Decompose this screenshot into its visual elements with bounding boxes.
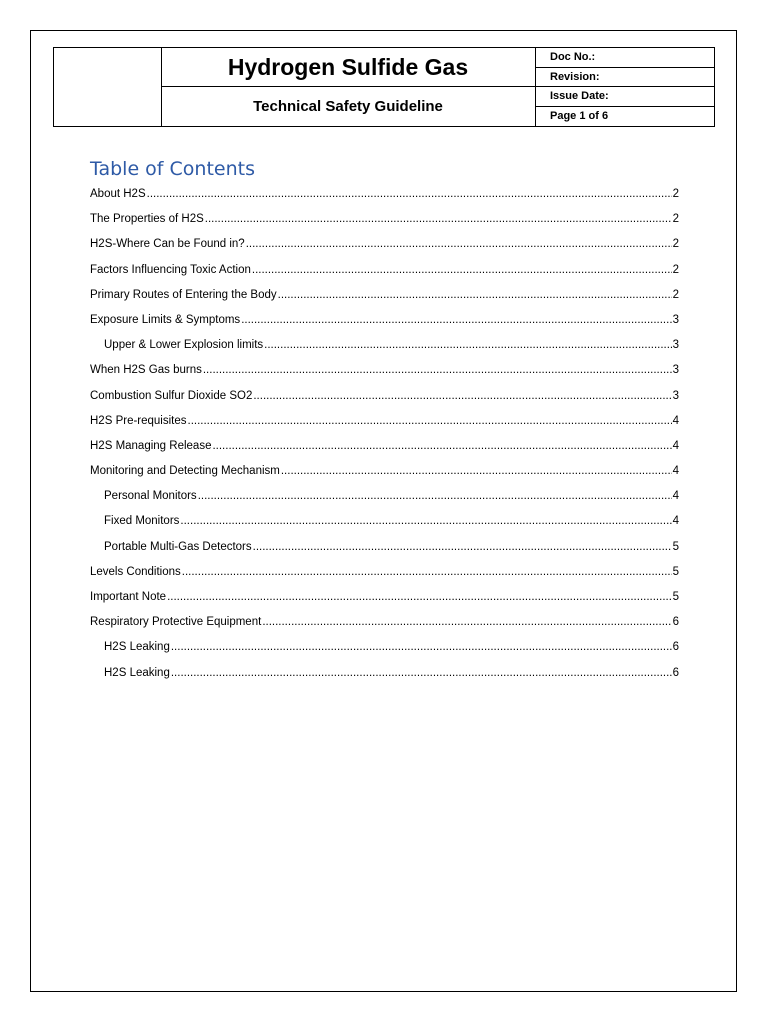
- logo-cell: [54, 48, 162, 126]
- revision-label: Revision:: [536, 68, 714, 88]
- toc-entry-page: 4: [672, 465, 679, 478]
- toc-entry[interactable]: [90, 184, 679, 209]
- toc-entry-page: 5: [672, 540, 679, 553]
- toc-dot-leader: [205, 209, 672, 229]
- toc-dot-leader: [171, 637, 672, 657]
- toc-entry-label: H2S Leaking: [104, 641, 170, 654]
- toc-entry-label: H2S Managing Release: [90, 439, 212, 452]
- toc-dot-leader: [198, 486, 672, 506]
- toc-subentry[interactable]: [90, 637, 679, 662]
- toc-dot-leader: [252, 260, 672, 280]
- toc-entry-page: 3: [672, 389, 679, 402]
- toc-entry-label: Combustion Sulfur Dioxide SO2: [90, 389, 253, 402]
- toc-entry-label: Exposure Limits & Symptoms: [90, 313, 241, 326]
- toc-entry[interactable]: [90, 310, 679, 335]
- toc-entry-label: Factors Influencing Toxic Action: [90, 263, 251, 276]
- toc-dot-leader: [171, 663, 672, 683]
- toc-entry[interactable]: [90, 612, 679, 637]
- toc-entry[interactable]: [90, 285, 679, 310]
- issue-date-label: Issue Date:: [536, 87, 714, 107]
- page-number-label: Page 1 of 6: [550, 109, 609, 122]
- toc-dot-leader: [278, 285, 672, 305]
- document-subtitle: Technical Safety Guideline: [161, 87, 536, 126]
- toc-entry-page: 4: [672, 490, 679, 503]
- toc-entry-page: 6: [672, 616, 679, 629]
- toc-entry[interactable]: [90, 234, 679, 259]
- toc-entry-page: 4: [672, 439, 679, 452]
- toc-subentry[interactable]: [90, 511, 679, 536]
- toc-entry-page: 2: [672, 213, 679, 226]
- toc-entry-page: 2: [672, 288, 679, 301]
- toc-entry-label: H2S Pre-requisites: [90, 414, 187, 427]
- toc-entry-label: Upper & Lower Explosion limits: [104, 339, 264, 352]
- toc-entry-label: Respiratory Protective Equipment: [90, 616, 262, 629]
- toc-entry-page: 3: [672, 364, 679, 377]
- toc-dot-leader: [203, 360, 672, 380]
- toc-entry-label: Monitoring and Detecting Mechanism: [90, 465, 280, 478]
- toc-entry-page: 5: [672, 591, 679, 603]
- toc-entry[interactable]: [90, 436, 679, 461]
- toc-subentry[interactable]: [90, 663, 679, 688]
- toc-dot-leader: [180, 511, 671, 531]
- toc-entry-label: When H2S Gas burns: [90, 364, 202, 377]
- toc-subentry[interactable]: [90, 335, 679, 360]
- toc-entry-page: 3: [672, 339, 679, 352]
- toc-dot-leader: [241, 310, 671, 330]
- toc-entry-label: Portable Multi-Gas Detectors: [104, 540, 252, 553]
- toc-entry-page: 2: [672, 188, 679, 200]
- doc-no-label: Doc No.:: [536, 48, 714, 68]
- toc-entry-page: 6: [672, 641, 679, 654]
- toc-entry-page: 3: [672, 313, 679, 326]
- toc-dot-leader: [253, 386, 671, 406]
- toc-entry-label: About H2S: [90, 188, 146, 200]
- toc-entry[interactable]: [90, 562, 679, 587]
- toc-entry-label: Fixed Monitors: [104, 515, 180, 528]
- document-meta: [536, 48, 714, 126]
- toc-entry-page: 4: [672, 515, 679, 528]
- toc-dot-leader: [264, 335, 671, 355]
- toc-dot-leader: [182, 562, 672, 582]
- toc-subentry[interactable]: [90, 486, 679, 511]
- toc-entry[interactable]: [90, 386, 679, 411]
- toc-entry-page: 4: [672, 414, 679, 427]
- toc-entry-label: Important Note: [90, 591, 167, 603]
- toc-heading: Table of Contents: [90, 158, 255, 180]
- toc-entry-label: H2S Leaking: [104, 666, 170, 679]
- toc-dot-leader: [147, 184, 672, 204]
- toc-dot-leader: [281, 461, 672, 481]
- document-header-table: [53, 47, 715, 127]
- toc-entry-label: Primary Routes of Entering the Body: [90, 288, 277, 301]
- toc-entry-label: H2S-Where Can be Found in?: [90, 238, 245, 251]
- toc-dot-leader: [246, 234, 672, 254]
- toc-entry[interactable]: [90, 461, 679, 486]
- toc-entry[interactable]: [90, 411, 679, 436]
- toc-entry-label: Personal Monitors: [104, 490, 197, 503]
- toc-entry-page: 2: [672, 238, 679, 251]
- toc-subentry[interactable]: [90, 537, 679, 562]
- table-of-contents: [90, 184, 679, 688]
- toc-entry-page: 6: [672, 666, 679, 679]
- toc-dot-leader: [262, 612, 671, 632]
- document-title: Hydrogen Sulfide Gas: [161, 48, 536, 87]
- toc-entry-label: The Properties of H2S: [90, 213, 204, 226]
- toc-dot-leader: [188, 411, 672, 431]
- toc-dot-leader: [212, 436, 671, 456]
- toc-entry-label: Levels Conditions: [90, 565, 181, 578]
- toc-entry[interactable]: [90, 209, 679, 234]
- toc-dot-leader: [253, 537, 672, 557]
- toc-entry[interactable]: [90, 260, 679, 285]
- toc-entry[interactable]: [90, 587, 679, 612]
- toc-entry-page: 2: [672, 263, 679, 276]
- toc-dot-leader: [167, 587, 672, 607]
- toc-entry-page: 5: [672, 565, 679, 578]
- toc-entry[interactable]: [90, 360, 679, 385]
